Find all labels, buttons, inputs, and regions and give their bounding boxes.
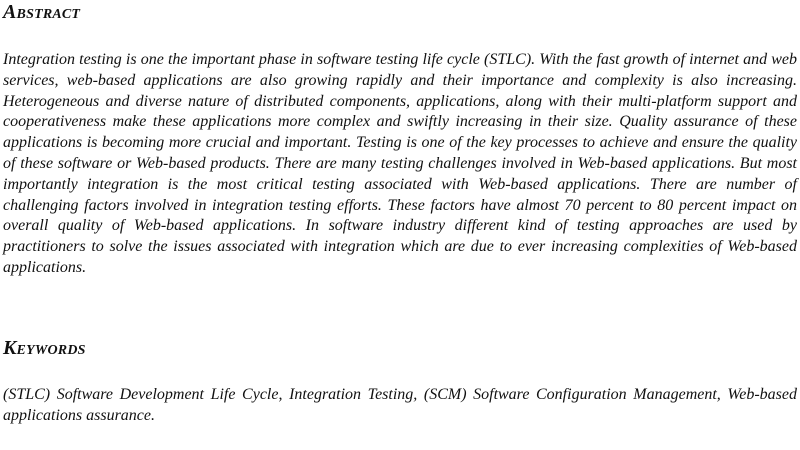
keywords-heading: Keywords xyxy=(3,337,86,359)
abstract-text: Integration testing is one the important phase in software testing life cycle (STLC). With the fast growth of internet and web services, web-based applications are also growing rapidly and their importance and complexity is also increasing. Heterogeneous and diverse nature of distributed components, applications, along with their multi-platform support and cooperativeness make these applications more complex and swiftly increasing in their size. Quality assurance of these applications is becoming more crucial and important. Testing is one of the key processes to achieve and ensure the quality of these software or Web-based products. There are many testing challenges involved in Web-based applications. But most importantly integration is the most critical testing associated with Web-based applications. There are number of challenging factors involved in integration testing efforts. These factors have almost 70 percent to 80 percent impact on overall quality of Web-based applications. In software industry different kind of testing approaches are used by practitioners to solve the issues associated with integration which are due to ever increasing complexities of Web-based applications. xyxy=(3,51,797,276)
keywords-text: (STLC) Software Development Life Cycle, Integration Testing, (SCM) Software Configuration Management, Web-based applications assurance. xyxy=(3,386,797,424)
abstract-heading: Abstract xyxy=(3,1,81,23)
